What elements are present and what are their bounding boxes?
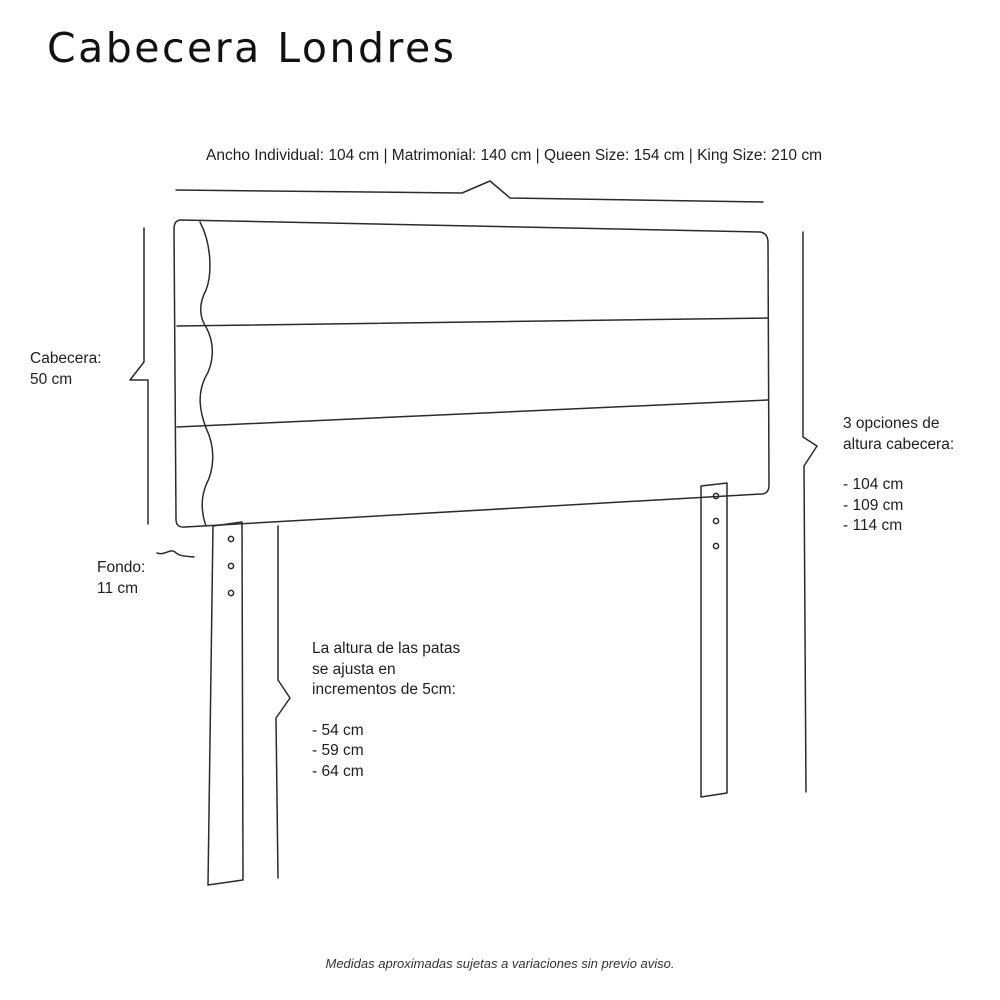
left-leg-hole-2 [228, 563, 233, 568]
depth-marker [157, 551, 194, 557]
height-option-item: - 109 cm [843, 496, 904, 514]
headboard-height-label [30, 349, 102, 390]
legs-info-line3: incrementos de 5cm: [312, 681, 456, 698]
depth-label-line2: 11 cm [97, 579, 139, 597]
height-option-item: - 114 cm [843, 517, 903, 534]
leg-height-option: - 64 cm [312, 762, 364, 780]
page-title: Cabecera Londres [47, 24, 457, 72]
height-option-item: - 104 cm [843, 476, 904, 493]
width-dimension-line [176, 181, 763, 202]
leg-height-option: - 59 cm [312, 742, 364, 759]
right-leg-hole-3 [713, 543, 718, 548]
depth-label [97, 558, 145, 599]
headboard-height-dimension-line [130, 228, 148, 524]
leg-height-option: - 54 cm [312, 721, 364, 739]
panel-divider-lower [177, 400, 768, 427]
left-leg [208, 522, 243, 885]
headboard-panel [174, 220, 769, 527]
left-leg-hole-1 [228, 536, 233, 541]
legs-info-block [312, 639, 460, 782]
disclaimer-footnote: Medidas aproximadas sujetas a variaciones sin previo aviso. [325, 956, 675, 971]
width-dimension-label: Ancho Individual: 104 cm | Matrimonial: 140 cm | Queen Size: 154 cm | King Size: 210 cm [205, 147, 822, 164]
headboard-height-label-line1: Cabecera: [30, 350, 102, 367]
total-height-dimension-line [803, 232, 817, 792]
right-leg-hole-2 [713, 518, 718, 523]
height-options-block [843, 414, 954, 537]
leg-height-dimension-line [276, 526, 290, 878]
height-options-line2: altura cabecera: [843, 435, 955, 453]
depth-label-line1: Fondo: [97, 559, 146, 576]
left-leg-hole-3 [228, 590, 233, 595]
height-options-line1: 3 opciones de [843, 415, 940, 432]
cushion-profile [200, 222, 213, 526]
panel-divider-upper [177, 318, 768, 326]
right-leg [701, 483, 727, 797]
legs-info-line2: se ajusta en [312, 660, 396, 678]
headboard-height-label-line2: 50 cm [30, 370, 73, 388]
legs-info-line1: La altura de las patas [312, 640, 461, 657]
